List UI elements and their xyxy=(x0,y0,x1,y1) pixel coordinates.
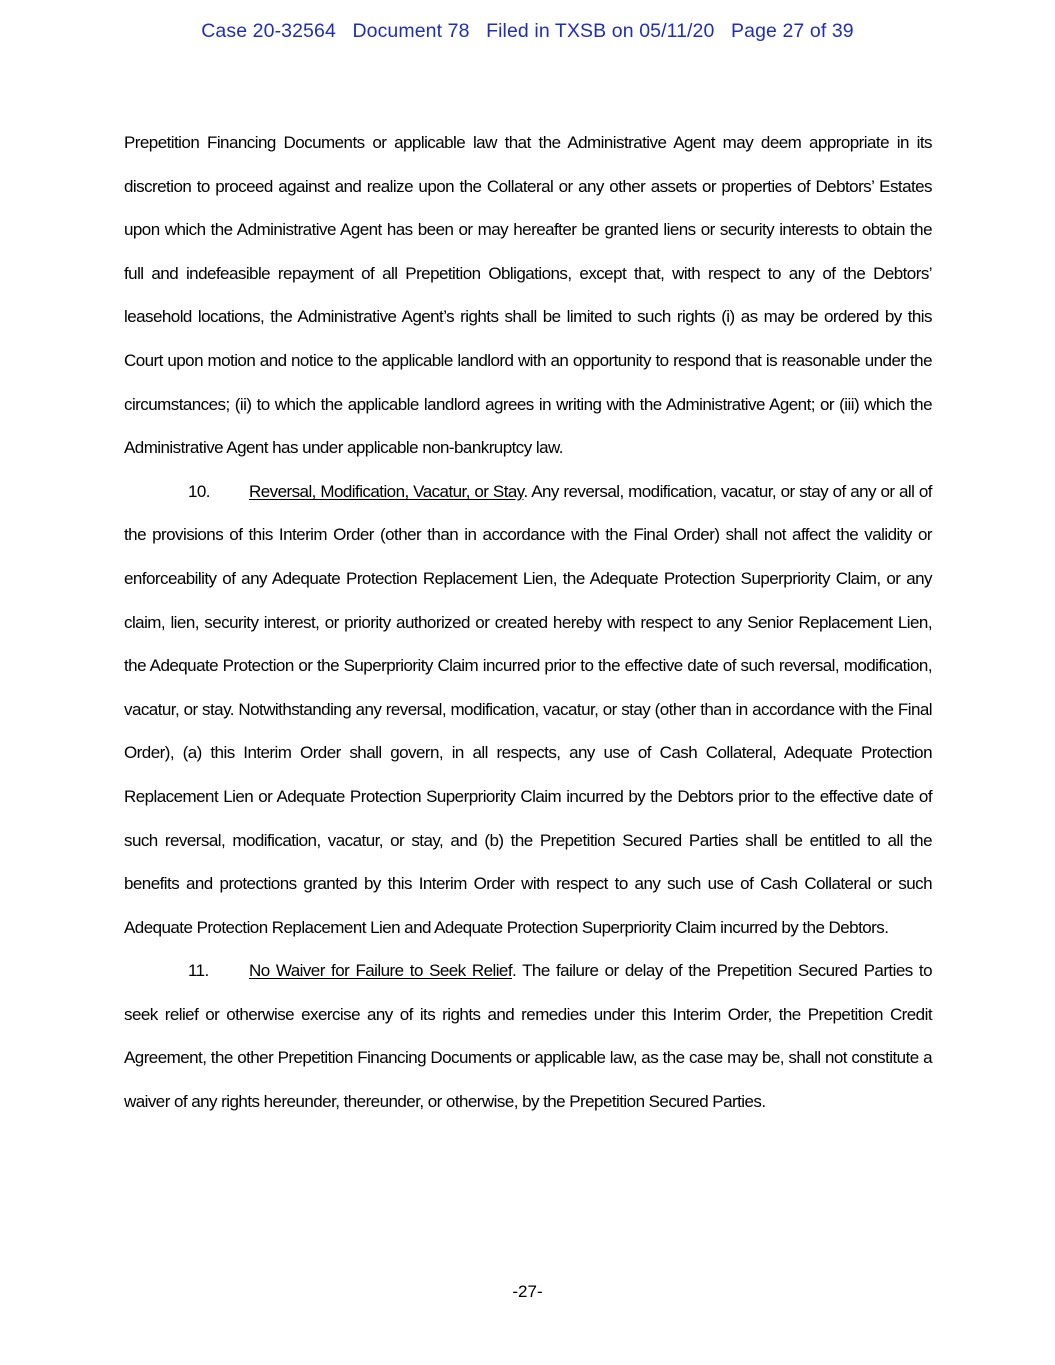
paragraph-10-heading: Reversal, Modification, Vacatur, or Stay xyxy=(249,481,524,501)
paragraph-11-heading: No Waiver for Failure to Seek Relief xyxy=(249,961,513,981)
paragraph-11-text: . The failure or delay of the Prepetition Secured Parties to seek relief or otherwise exercise any of its rights and remedies under this Interim Order, the Prepetition Credit Agreement, the other Prepetition Financing Documents or applicable law, as the case may be, shall not constitute a waiver of any rights hereunder, thereunder, or otherwise, by the Prepetition Secured Parties. xyxy=(124,961,932,1112)
case-header xyxy=(0,20,1055,43)
paragraph-10-text: . Any reversal, modification, vacatur, or stay of any or all of the provisions of this Interim Order (other than in accordance with the Final Order) shall not affect the validity or enforceability of any Adequate Protection Replacement Lien, the Adequate Protection Superpriority Claim, or any claim, lien, security interest, or priority authorized or created hereby with respect to any Senior Replacement Lien, the Adequate Protection or the Superpriority Claim incurred prior to the effective date of such reversal, modification, vacatur, or stay. Notwithstanding any reversal, modification, vacatur, or stay (other than in accordance with the Final Order), (a) this Interim Order shall govern, in all respects, any use of Cash Collateral, Adequate Protection Replacement Lien or Adequate Protection Superpriority Claim incurred by the Debtors prior to the effective date of such reversal, modification, vacatur, or stay, and (b) the Prepetition Secured Parties shall be entitled to all the benefits and protections granted by this Interim Order with respect to any such use of Cash Collateral or such Adequate Protection Replacement Lien and Adequate Protection Superpriority Claim incurred by the Debtors. xyxy=(124,481,932,937)
page-number: -27- xyxy=(512,1282,543,1301)
case-number: Case 20-32564 xyxy=(201,20,336,42)
document-number: Document 78 xyxy=(352,20,470,42)
paragraph-10-number: 10. xyxy=(188,481,210,501)
paragraph-11 xyxy=(124,949,932,1123)
document-body xyxy=(124,121,932,1124)
filed-date: Filed in TXSB on 05/11/20 xyxy=(486,20,715,42)
continuation-paragraph: Prepetition Financing Documents or applicable law that the Administrative Agent may deem appropriate in its discretion to proceed against and realize upon the Collateral or any other assets or properties of Debtors’ Estates upon which the Administrative Agent has been or may hereafter be granted liens or security interests to obtain the full and indefeasible repayment of all Prepetition Obligations, except that, with respect to any of the Debtors’ leasehold locations, the Administrative Agent’s rights shall be limited to such rights (i) as may be ordered by this Court upon motion and notice to the applicable landlord with an opportunity to respond that is reasonable under the circumstances; (ii) to which the applicable landlord agrees in writing with the Administrative Agent; or (iii) which the Administrative Agent has under applicable non-bankruptcy law. xyxy=(124,133,932,458)
paragraph-10 xyxy=(124,470,932,950)
page-count: Page 27 of 39 xyxy=(731,20,854,42)
paragraph-11-number: 11. xyxy=(188,961,209,981)
